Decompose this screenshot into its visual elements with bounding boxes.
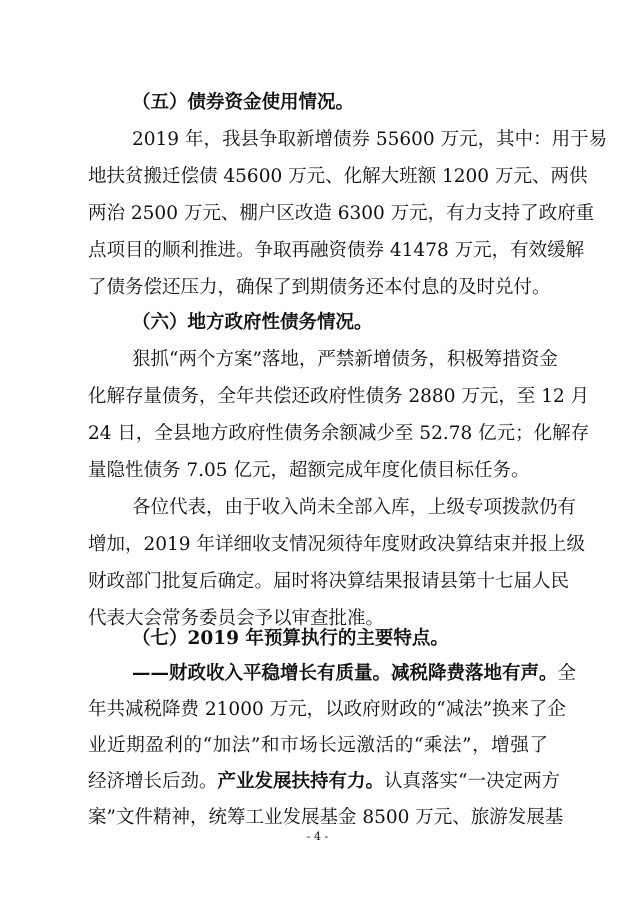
delegates-line-1: 各位代表，由于收入尚未全部入库，上级专项拨款仍有: [132, 497, 577, 518]
section-7-line-1: [132, 662, 577, 686]
section-7-line-2: 年共减税降费 21000 万元，以政府财政的“减法”换来了企: [88, 699, 567, 720]
section-7-line-1-rest: 全: [557, 663, 577, 684]
section-6-heading: （六）地方政府性债务情况。: [132, 312, 373, 333]
section-7-line-4-c: 认真落实“一决定两方: [384, 771, 560, 792]
section-7-line-3: 业近期盈利的“加法”和市场长远激活的“乘法”，增强了: [88, 735, 548, 756]
section-6-line-4: 量隐性债务 7.05 亿元，超额完成年度化债目标任务。: [88, 460, 530, 481]
section-5-line-4: 点项目的顺利推进。争取再融资债券 41478 万元，有效缓解: [88, 240, 585, 261]
page-number: - 4 -: [306, 830, 329, 843]
section-6-line-1: 狠抓“两个方案”落地，严禁新增债务，积极筹措资金: [132, 349, 558, 370]
section-5-line-3: 两治 2500 万元、棚户区改造 6300 万元，有力支持了政府重: [88, 203, 595, 224]
section-6-line-3: 24 日，全县地方政府性债务余额减少至 52.78 亿元；化解存: [88, 423, 590, 444]
section-7-line-4-a: 经济增长后劲。: [88, 771, 218, 792]
delegates-line-4: 代表大会常务委员会予以审查批准。: [88, 608, 385, 629]
section-5-heading: （五）债券资金使用情况。: [132, 92, 355, 113]
section-6-line-2: 化解存量债务，全年共偿还政府性债务 2880 万元，至 12 月: [88, 386, 590, 407]
delegates-line-2: 增加，2019 年详细收支情况须待年度财政决算结束并报上级: [88, 534, 585, 555]
section-7-line-1-bold: ——财政收入平稳增长有质量。减税降费落地有声。: [132, 663, 558, 684]
section-7-line-4-bold: 产业发展扶持有力。: [217, 771, 385, 792]
section-7-line-4: [88, 770, 560, 794]
delegates-line-3: 财政部门批复后确定。届时将决算结果报请县第十七届人民: [88, 571, 570, 592]
section-5-line-1: 2019 年，我县争取新增债券 55600 万元，其中：用于易: [132, 129, 608, 150]
section-5-line-5: 了债务偿还压力，确保了到期债务还本付息的及时兑付。: [88, 277, 551, 298]
section-5-line-2: 地扶贫搬迁偿债 45600 万元、化解大班额 1200 万元、两供: [88, 166, 588, 187]
section-7-line-5: 案”文件精神，统筹工业发展基金 8500 万元、旅游发展基: [88, 807, 564, 828]
section-7-heading: （七）2019 年预算执行的主要特点。: [132, 628, 449, 649]
